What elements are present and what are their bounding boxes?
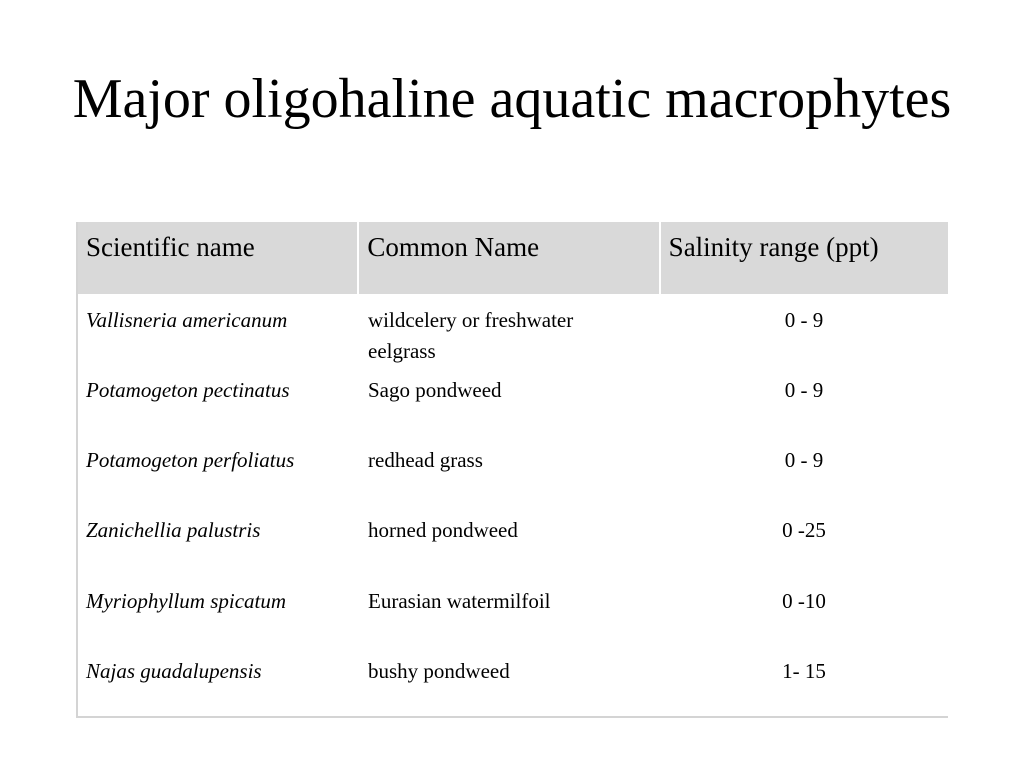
salinity-range-cell: 0 -10 [782,589,826,613]
table-row [78,582,948,652]
table-header-row [78,222,948,294]
slide-title: Major oligohaline aquatic macrophytes [72,68,952,130]
macrophytes-table [76,222,948,718]
common-name-cell: bushy pondweed [368,659,510,683]
header-scientific-name: Scientific name [78,222,357,294]
scientific-name-cell: Vallisneria americanum [86,308,288,332]
table-row [78,301,948,371]
common-name-cell: horned pondweed [368,518,518,542]
table-row [78,652,948,722]
salinity-range-cell: 0 - 9 [784,308,824,332]
header-common-name: Common Name [359,222,658,294]
common-name-cell: Sago pondweed [368,378,502,402]
header-salinity-range: Salinity range (ppt) [661,222,948,294]
salinity-range-cell: 0 - 9 [784,448,824,472]
common-name-cell: Eurasian watermilfoil [368,589,551,613]
table-row [78,371,948,441]
scientific-name-cell: Zanichellia palustris [86,518,261,542]
salinity-range-cell: 0 - 9 [784,378,824,402]
scientific-name-cell: Potamogeton pectinatus [86,378,290,402]
scientific-name-cell: Myriophyllum spicatum [86,589,287,613]
salinity-range-cell: 1- 15 [782,659,826,683]
common-name-cell: wildcelery or freshwater eelgrass [368,308,574,363]
table-row [78,441,948,511]
salinity-range-cell: 0 -25 [782,518,826,542]
scientific-name-cell: Najas guadalupensis [86,659,262,683]
common-name-cell: redhead grass [368,448,483,472]
scientific-name-cell: Potamogeton perfoliatus [86,448,295,472]
table-row [78,511,948,581]
